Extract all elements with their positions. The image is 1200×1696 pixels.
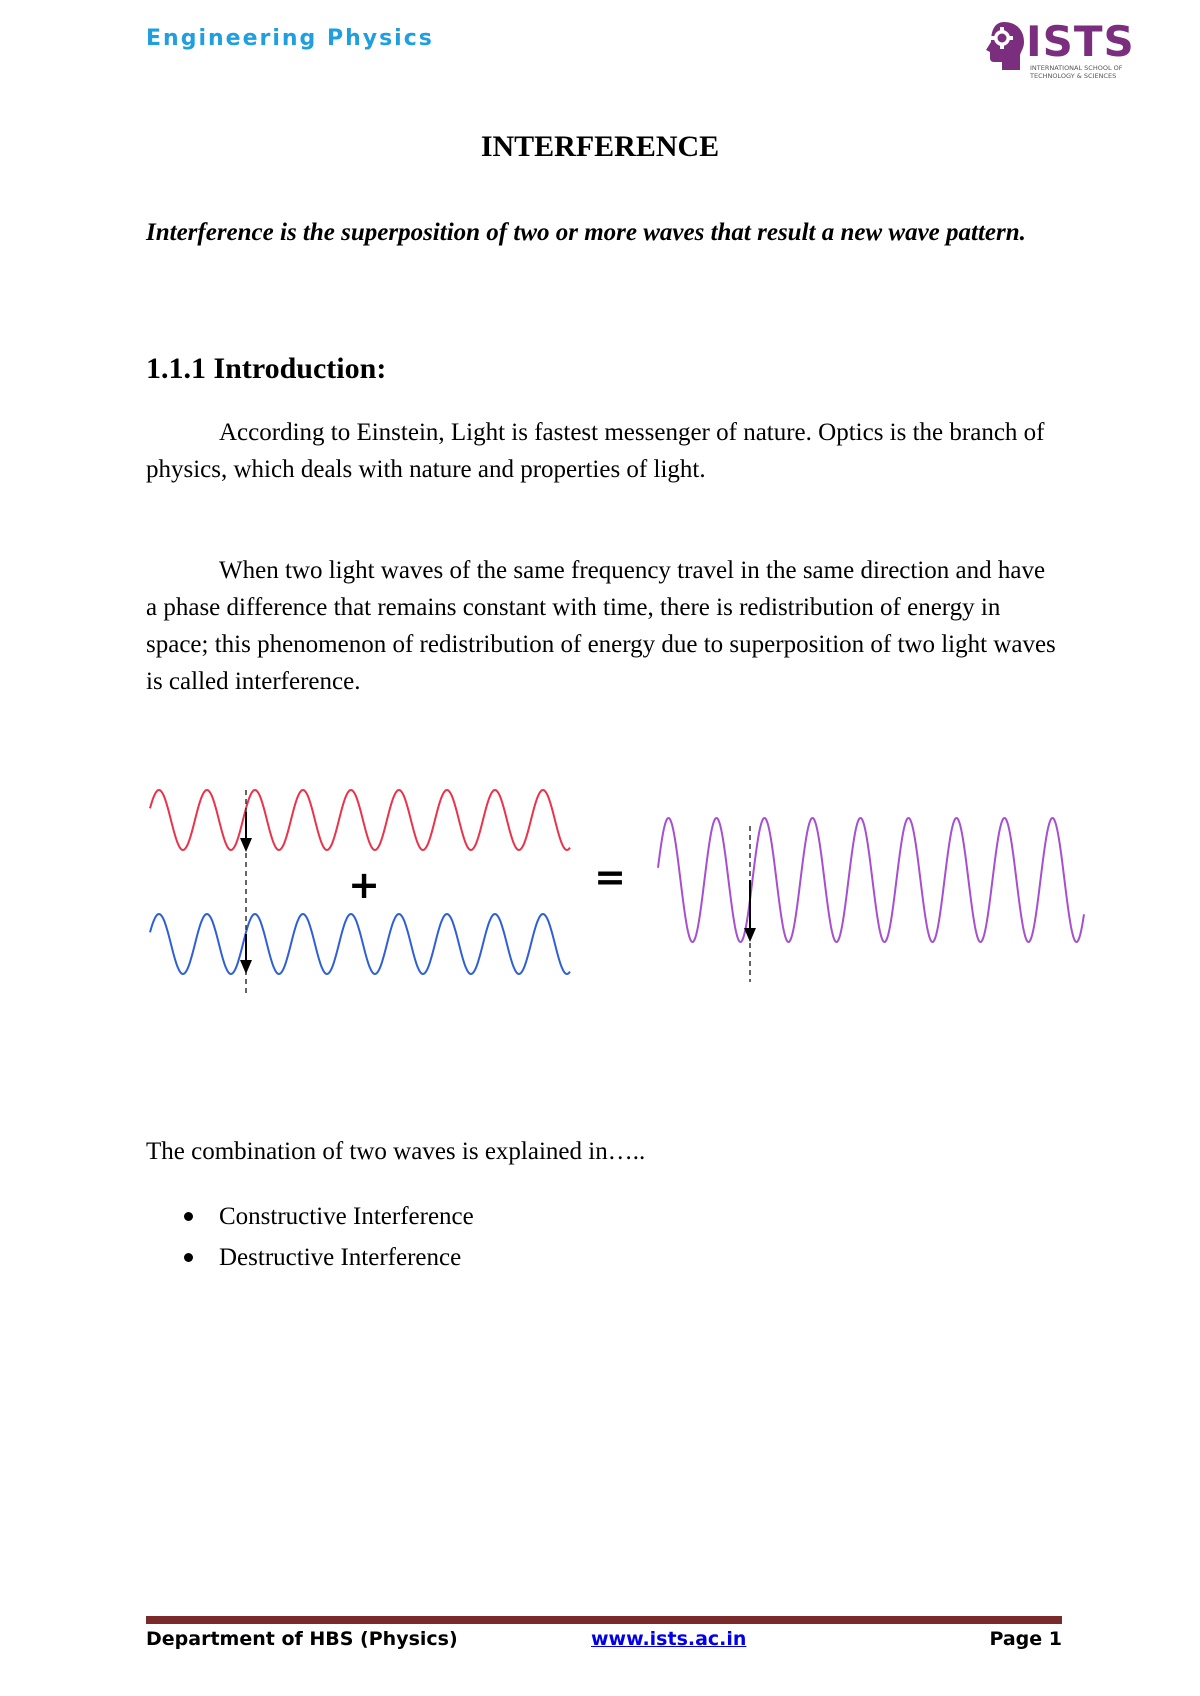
interference-type-list [146, 1196, 474, 1278]
list-item-label: Constructive Interference [219, 1203, 474, 1230]
logo-subtitle-line-1: INTERNATIONAL SCHOOL OF [1030, 64, 1123, 72]
intro-paragraph-1: According to Einstein, Light is fastest messenger of nature. Optics is the branch of physics, which deals with nature and properties of light. [146, 419, 1045, 483]
footer-department: Department of HBS (Physics) [146, 1628, 458, 1650]
footer-page-number: Page 1 [989, 1628, 1062, 1650]
list-item-label: Destructive Interference [219, 1244, 462, 1271]
header-title: Engineering Physics [146, 26, 434, 51]
down-arrow-icon [240, 812, 252, 852]
head-gear-icon [982, 18, 1026, 74]
section-heading: 1.1.1 Introduction: [146, 352, 387, 385]
definition-text: Interference is the superposition of two or more waves that result a new wave pattern. [146, 219, 1026, 246]
logo-subtitle [1030, 64, 1140, 80]
logo-text: ISTS [1026, 17, 1135, 66]
document-title: INTERFERENCE [480, 130, 720, 163]
equals-symbol: = [594, 855, 626, 899]
list-item [146, 1237, 474, 1278]
logo-subtitle-line-2: TECHNOLOGY & SCIENCES [1030, 72, 1117, 80]
list-item [146, 1196, 474, 1237]
interference-diagram [146, 770, 1086, 1000]
footer-website-link[interactable]: www.ists.ac.in [591, 1628, 747, 1650]
footer [146, 1628, 1062, 1658]
red-wave [150, 790, 570, 850]
blue-wave [150, 914, 570, 974]
intro-paragraph-2: When two light waves of the same frequency travel in the same direction and have a phase difference that remains constant with time, there is redistribution of energy in space; this phenomenon of redistribution of energy due to superposition of two light waves is called interference. [146, 557, 1056, 695]
bullet-icon [184, 1253, 193, 1262]
plus-symbol: + [348, 863, 380, 907]
combination-intro: The combination of two waves is explained in….. [146, 1138, 646, 1165]
footer-rule [146, 1616, 1062, 1624]
bullet-icon [184, 1212, 193, 1221]
purple-resultant-wave [658, 818, 1084, 942]
ists-logo [982, 17, 1135, 84]
down-arrow-icon [744, 880, 756, 942]
down-arrow-icon [240, 934, 252, 974]
